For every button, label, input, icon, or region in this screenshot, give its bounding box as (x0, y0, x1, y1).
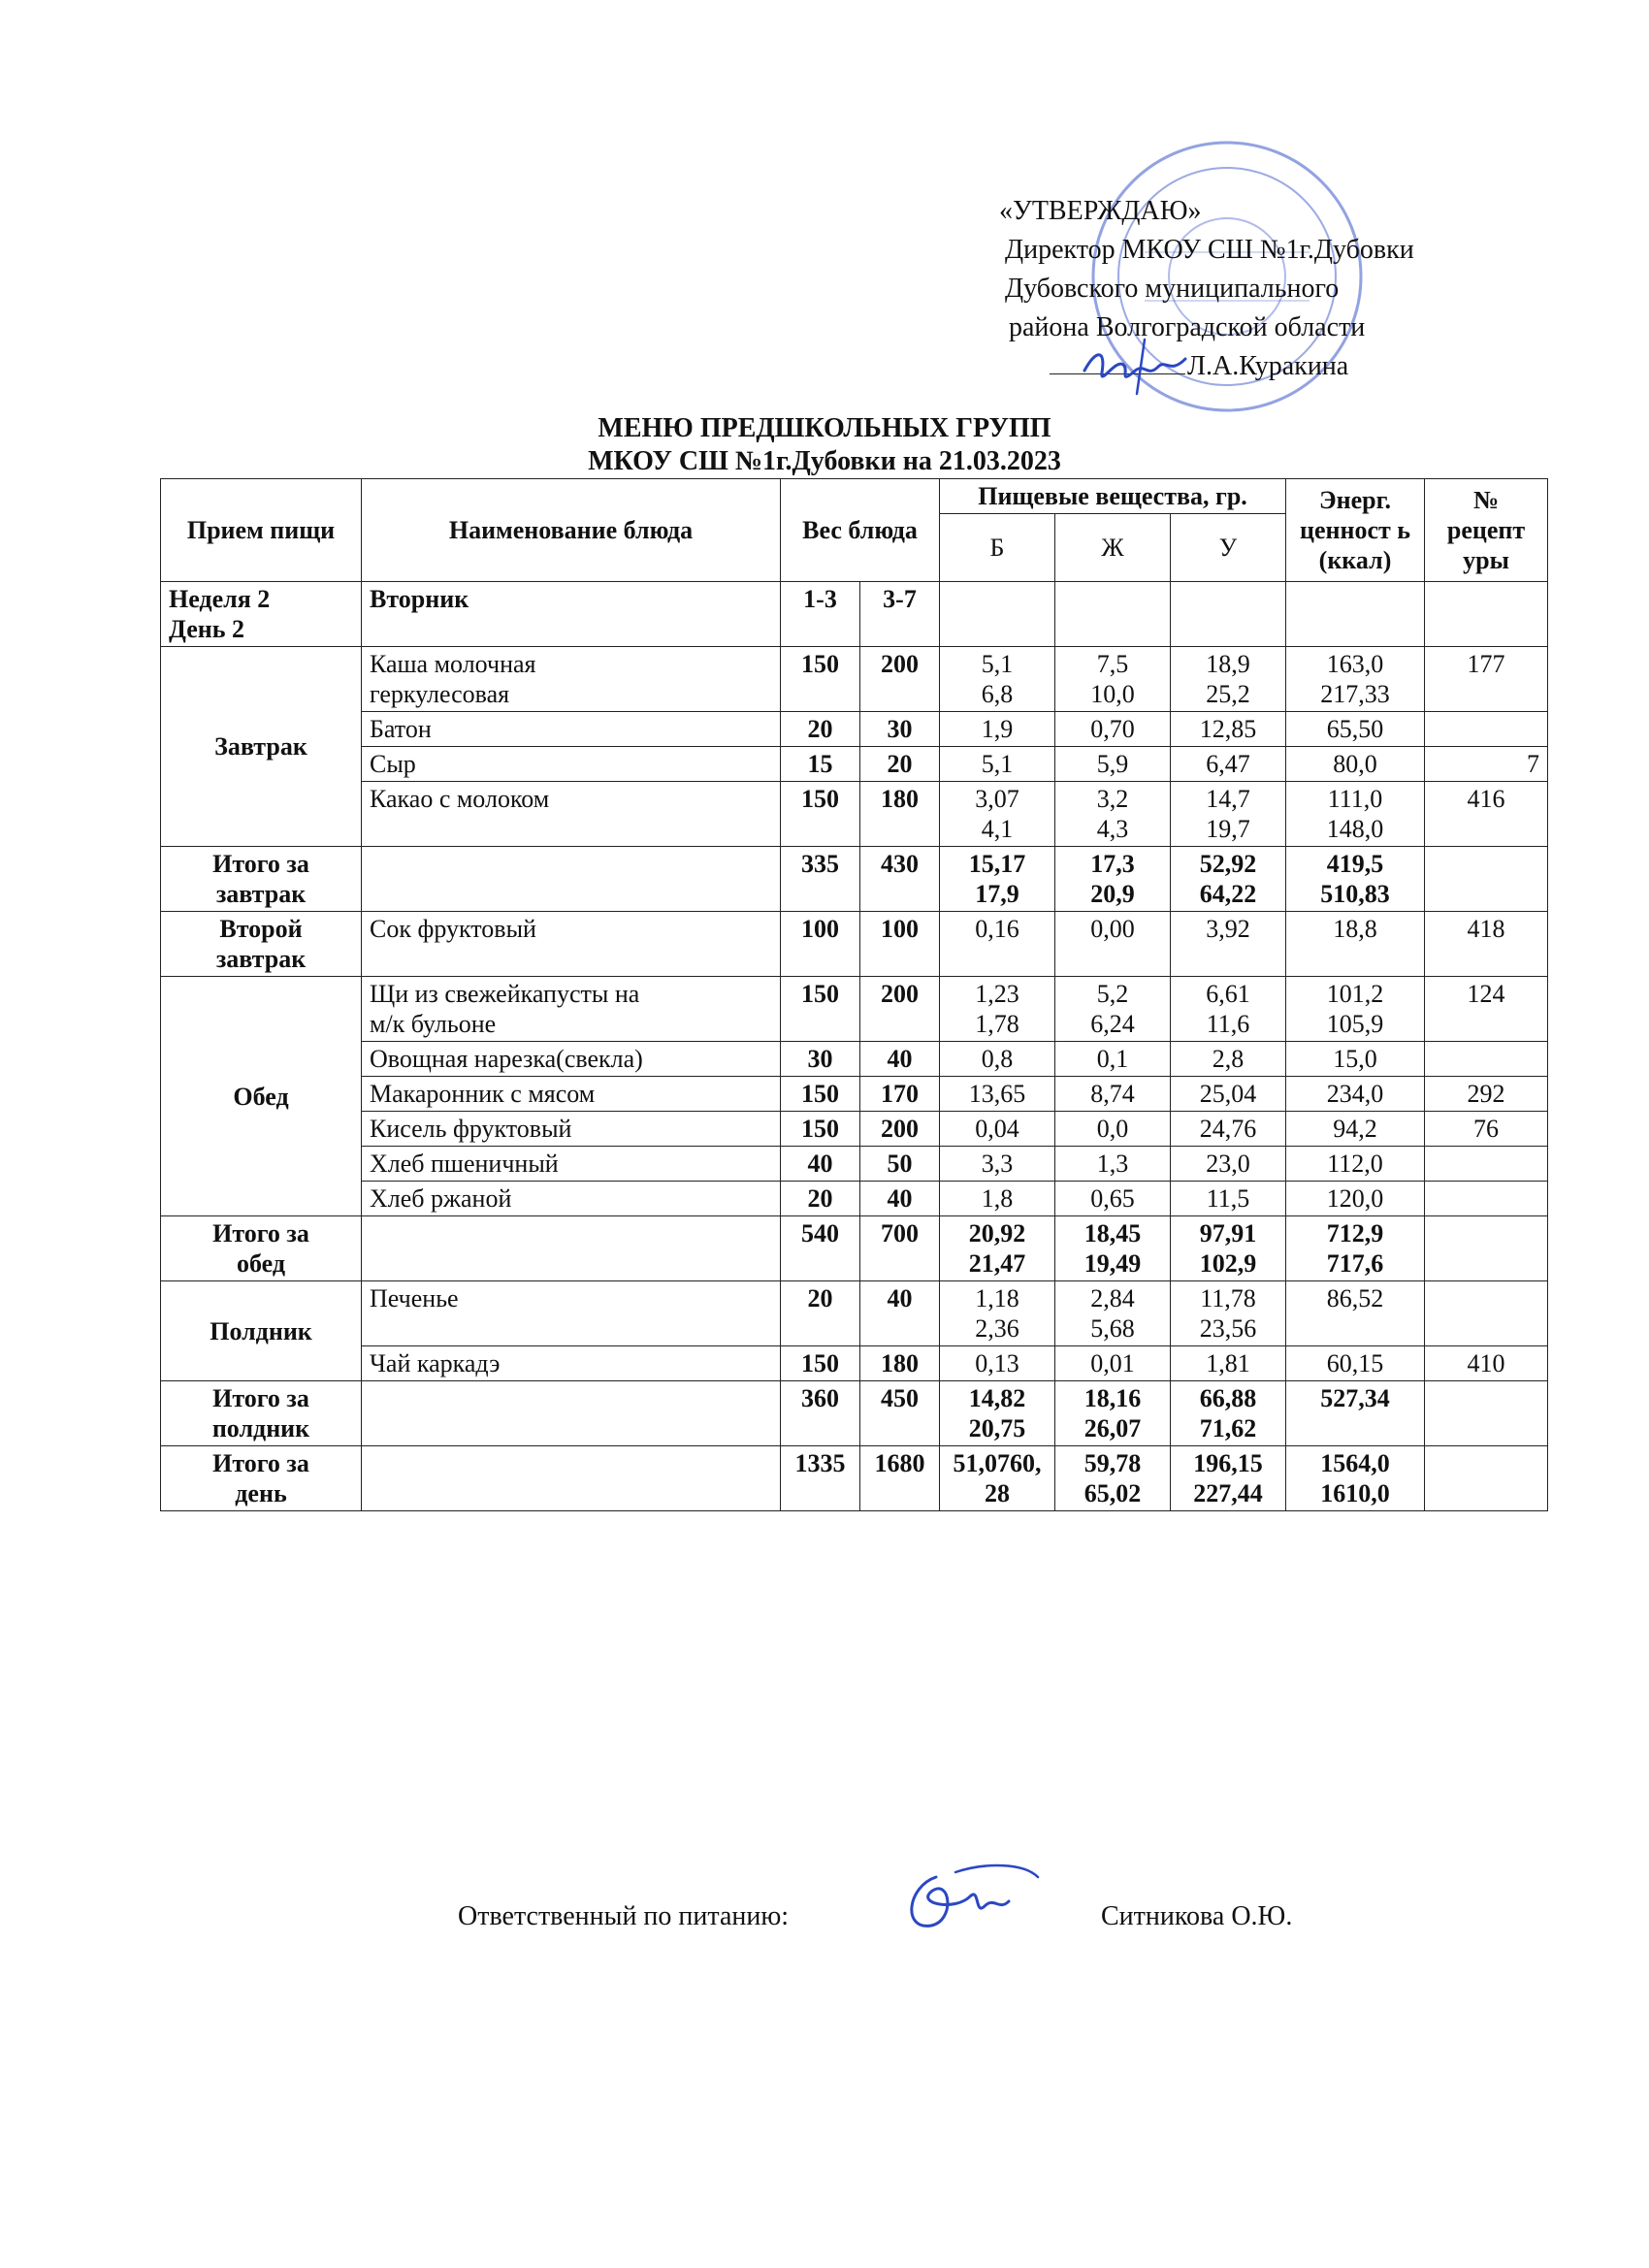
dish-name (362, 647, 781, 712)
weight-2: 180 (860, 782, 940, 847)
approval-header: «УТВЕРЖДАЮ» (999, 196, 1202, 226)
approval-line-2: Дубовского муниципального (1005, 274, 1340, 304)
table-cell (1425, 1446, 1548, 1511)
value: 20,9 (1090, 880, 1135, 908)
protein-cell (940, 977, 1055, 1042)
energy-cell: 15,0 (1286, 1042, 1425, 1077)
value: 59,78 (1083, 1449, 1142, 1477)
value: 20,92 (968, 1219, 1026, 1247)
protein-cell (940, 1381, 1055, 1446)
approval-line-1: Директор МКОУ СШ №1г.Дубовки (1005, 235, 1414, 265)
fat-cell (1055, 847, 1171, 912)
dish-name-line: Каша молочная (370, 650, 536, 678)
energy-cell (1286, 1216, 1425, 1281)
carb-cell: 2,8 (1171, 1042, 1286, 1077)
table-row (161, 782, 1548, 847)
recipe-cell: 177 (1425, 647, 1548, 712)
value: 6,61 (1206, 980, 1250, 1008)
dish-name: Хлеб ржаной (362, 1182, 781, 1216)
weight-1: 20 (781, 1281, 860, 1346)
recipe-cell (1425, 1147, 1548, 1182)
table-row (161, 1147, 1548, 1182)
value: 196,15 (1193, 1449, 1263, 1477)
weight-2: 200 (860, 977, 940, 1042)
value: 1610,0 (1320, 1479, 1390, 1507)
energy-cell (1286, 977, 1425, 1042)
value: 148,0 (1326, 815, 1384, 843)
fat-cell (1055, 647, 1171, 712)
value: 19,7 (1206, 815, 1250, 843)
value: 2,84 (1090, 1284, 1135, 1312)
fat-cell (1055, 782, 1171, 847)
table-cell (1425, 1216, 1548, 1281)
table-row (161, 1077, 1548, 1112)
dish-name: Какао с молоком (362, 782, 781, 847)
table-cell (1171, 582, 1286, 647)
value: 17,3 (1090, 850, 1135, 878)
carb-cell: 24,76 (1171, 1112, 1286, 1147)
value: 4,3 (1096, 815, 1129, 843)
carb-cell (1171, 1381, 1286, 1446)
value: 712,9 (1326, 1219, 1384, 1247)
approval-signer: Л.А.Куракина (1187, 351, 1349, 381)
weight-2: 20 (860, 747, 940, 782)
carb-cell: 25,04 (1171, 1077, 1286, 1112)
dish-name-line: Щи из свежейкапусты на (370, 980, 640, 1008)
weight-1: 540 (781, 1216, 860, 1281)
value: 26,07 (1083, 1414, 1142, 1442)
protein-cell: 13,65 (940, 1077, 1055, 1112)
weight-1: 1335 (781, 1446, 860, 1511)
title-line-2: МКОУ СШ №1г.Дубовки на 21.03.2023 (588, 446, 1061, 476)
weight-2: 200 (860, 1112, 940, 1147)
dish-name: Овощная нарезка(свекла) (362, 1042, 781, 1077)
total-label (161, 847, 362, 912)
recipe-cell (1425, 1182, 1548, 1216)
table-cell (1425, 582, 1548, 647)
recipe-cell: 418 (1425, 912, 1548, 977)
table-cell (362, 847, 781, 912)
value: 102,9 (1199, 1249, 1257, 1278)
protein-cell (940, 647, 1055, 712)
energy-cell: 120,0 (1286, 1182, 1425, 1216)
value: 18,9 (1206, 650, 1250, 678)
recipe-cell: 410 (1425, 1346, 1548, 1381)
value: 97,91 (1199, 1219, 1257, 1247)
value: 28 (985, 1479, 1010, 1507)
total-label-line: Итого за (212, 1219, 309, 1247)
energy-cell: 112,0 (1286, 1147, 1425, 1182)
meal-breakfast: Завтрак (161, 647, 362, 847)
value: 51,0760, (953, 1449, 1042, 1477)
weight-1: 150 (781, 1077, 860, 1112)
fat-cell (1055, 1381, 1171, 1446)
weight-2: 200 (860, 647, 940, 712)
table-cell (1286, 582, 1425, 647)
fat-cell: 0,1 (1055, 1042, 1171, 1077)
weight-1: 150 (781, 1346, 860, 1381)
dish-name: Хлеб пшеничный (362, 1147, 781, 1182)
dish-name (362, 977, 781, 1042)
value: 11,78 (1200, 1284, 1256, 1312)
week-row (161, 582, 1548, 647)
value: 66,88 (1199, 1384, 1257, 1412)
weight-2: 30 (860, 712, 940, 747)
value: 7,5 (1096, 650, 1129, 678)
table-cell (1055, 582, 1171, 647)
approval-block (999, 192, 1414, 386)
weight-2: 100 (860, 912, 940, 977)
approval-line-3: района Волгоградской области (1009, 312, 1366, 342)
value: 18,16 (1083, 1384, 1142, 1412)
recipe-cell: 124 (1425, 977, 1548, 1042)
weight-2: 1680 (860, 1446, 940, 1511)
recipe-cell: 416 (1425, 782, 1548, 847)
weight-1: 150 (781, 977, 860, 1042)
protein-cell: 3,3 (940, 1147, 1055, 1182)
meal-label-line: Второй (219, 915, 303, 943)
value: 65,02 (1083, 1479, 1142, 1507)
recipe-cell (1425, 712, 1548, 747)
value: 5,2 (1096, 980, 1129, 1008)
carb-cell (1171, 1281, 1286, 1346)
carb-cell: 3,92 (1171, 912, 1286, 977)
total-label (161, 1381, 362, 1446)
energy-cell: 80,0 (1286, 747, 1425, 782)
value: 25,2 (1206, 680, 1250, 708)
value: 23,56 (1199, 1314, 1257, 1343)
recipe-cell (1425, 1281, 1548, 1346)
weight-2: 40 (860, 1281, 940, 1346)
protein-cell: 0,04 (940, 1112, 1055, 1147)
carb-cell (1171, 847, 1286, 912)
carb-cell (1171, 977, 1286, 1042)
recipe-cell (1425, 1042, 1548, 1077)
fat-cell: 0,65 (1055, 1182, 1171, 1216)
protein-cell: 0,13 (940, 1346, 1055, 1381)
energy-cell: 234,0 (1286, 1077, 1425, 1112)
week-day-cell (161, 582, 362, 647)
value: 4,1 (981, 815, 1014, 843)
energy-cell: 86,52 (1286, 1281, 1425, 1346)
weight-1: 20 (781, 1182, 860, 1216)
table-cell (1425, 1381, 1548, 1446)
value: 5,1 (981, 650, 1014, 678)
table-cell (362, 1216, 781, 1281)
value: 105,9 (1326, 1010, 1384, 1038)
director-signature (1077, 330, 1193, 398)
meal-second-breakfast (161, 912, 362, 977)
weight-1: 40 (781, 1147, 860, 1182)
header-weight: Вес блюда (781, 479, 940, 582)
fat-cell (1055, 1281, 1171, 1346)
week-label: Неделя 2 (169, 585, 271, 613)
value: 717,6 (1326, 1249, 1384, 1278)
weight-2: 450 (860, 1381, 940, 1446)
age-1-3: 1-3 (781, 582, 860, 647)
dish-name: Батон (362, 712, 781, 747)
table-row (161, 1281, 1548, 1346)
energy-cell: 65,50 (1286, 712, 1425, 747)
weight-2: 40 (860, 1182, 940, 1216)
carb-cell: 1,81 (1171, 1346, 1286, 1381)
table-row (161, 1042, 1548, 1077)
table-row (161, 747, 1548, 782)
value: 1,23 (975, 980, 1019, 1008)
value: 2,36 (975, 1314, 1019, 1343)
total-label-line: Итого за (212, 850, 309, 878)
fat-cell: 0,01 (1055, 1346, 1171, 1381)
value: 510,83 (1320, 880, 1390, 908)
value: 111,0 (1327, 785, 1383, 813)
energy-cell: 527,34 (1286, 1381, 1425, 1446)
table-row (161, 1112, 1548, 1147)
responsible-signature (897, 1858, 1043, 1945)
fat-cell: 8,74 (1055, 1077, 1171, 1112)
total-label-line: Итого за (212, 1384, 309, 1412)
total-label (161, 1216, 362, 1281)
fat-cell: 5,9 (1055, 747, 1171, 782)
protein-cell (940, 1281, 1055, 1346)
energy-cell (1286, 847, 1425, 912)
day-label: День 2 (169, 615, 244, 643)
energy-cell: 94,2 (1286, 1112, 1425, 1147)
value: 3,2 (1096, 785, 1129, 813)
dish-name: Сок фруктовый (362, 912, 781, 977)
value: 1,18 (975, 1284, 1019, 1312)
header-nutrients: Пищевые вещества, гр. (940, 479, 1286, 514)
total-label (161, 1446, 362, 1511)
table-cell (940, 582, 1055, 647)
table-cell (362, 1381, 781, 1446)
value: 19,49 (1083, 1249, 1142, 1278)
value: 14,82 (968, 1384, 1026, 1412)
weight-1: 100 (781, 912, 860, 977)
weight-1: 150 (781, 782, 860, 847)
responsible-name: Ситникова О.Ю. (1101, 1901, 1293, 1931)
energy-cell (1286, 1446, 1425, 1511)
table-row (161, 712, 1548, 747)
weekday-cell: Вторник (362, 582, 781, 647)
weight-2: 700 (860, 1216, 940, 1281)
value: 11,6 (1206, 1010, 1250, 1038)
total-label-line: обед (236, 1249, 285, 1278)
fat-cell: 0,70 (1055, 712, 1171, 747)
weight-2: 180 (860, 1346, 940, 1381)
value: 18,45 (1083, 1219, 1142, 1247)
table-row (161, 977, 1548, 1042)
protein-cell (940, 1446, 1055, 1511)
age-3-7: 3-7 (860, 582, 940, 647)
protein-cell (940, 1216, 1055, 1281)
menu-table (160, 478, 1548, 1511)
approval-signature-line (999, 347, 1414, 386)
total-row-day (161, 1446, 1548, 1511)
recipe-cell: 292 (1425, 1077, 1548, 1112)
total-row-breakfast (161, 847, 1548, 912)
value: 227,44 (1193, 1479, 1263, 1507)
header-zh: Ж (1055, 514, 1171, 582)
total-label-line: день (235, 1479, 287, 1507)
header-recipe: № рецепт уры (1425, 479, 1548, 582)
weight-1: 335 (781, 847, 860, 912)
weight-2: 170 (860, 1077, 940, 1112)
total-label-line: Итого за (212, 1449, 309, 1477)
value: 6,24 (1090, 1010, 1135, 1038)
total-label-line: полдник (211, 1414, 310, 1442)
weight-1: 150 (781, 647, 860, 712)
dish-name-line: геркулесовая (370, 680, 510, 708)
table-row (161, 1182, 1548, 1216)
value: 20,75 (968, 1414, 1026, 1442)
value: 15,17 (968, 850, 1026, 878)
weight-1: 20 (781, 712, 860, 747)
meal-lunch: Обед (161, 977, 362, 1216)
total-row-snack (161, 1381, 1548, 1446)
header-dish: Наименование блюда (362, 479, 781, 582)
value: 3,07 (975, 785, 1019, 813)
carb-cell (1171, 647, 1286, 712)
meal-label-line: завтрак (215, 945, 307, 973)
protein-cell: 1,9 (940, 712, 1055, 747)
dish-name: Сыр (362, 747, 781, 782)
weight-1: 15 (781, 747, 860, 782)
weight-2: 430 (860, 847, 940, 912)
energy-cell (1286, 782, 1425, 847)
header-energy: Энерг. ценност ь (ккал) (1286, 479, 1425, 582)
weight-2: 50 (860, 1147, 940, 1182)
protein-cell (940, 782, 1055, 847)
header-meal: Прием пищи (161, 479, 362, 582)
total-row-lunch (161, 1216, 1548, 1281)
value: 217,33 (1320, 680, 1390, 708)
menu-title (0, 412, 1649, 478)
dish-name: Макаронник с мясом (362, 1077, 781, 1112)
weight-2: 40 (860, 1042, 940, 1077)
fat-cell: 1,3 (1055, 1147, 1171, 1182)
title-line-1: МЕНЮ ПРЕДШКОЛЬНЫХ ГРУПП (598, 413, 1051, 443)
responsible-label: Ответственный по питанию: (458, 1901, 790, 1931)
protein-cell: 0,8 (940, 1042, 1055, 1077)
value: 17,9 (975, 880, 1019, 908)
value: 1564,0 (1320, 1449, 1390, 1477)
table-row (161, 647, 1548, 712)
table-row (161, 1346, 1548, 1381)
weight-1: 30 (781, 1042, 860, 1077)
total-label-line: завтрак (215, 880, 307, 908)
value: 163,0 (1326, 650, 1384, 678)
fat-cell: 0,00 (1055, 912, 1171, 977)
dish-name: Чай каркадэ (362, 1346, 781, 1381)
carb-cell: 12,85 (1171, 712, 1286, 747)
energy-cell: 18,8 (1286, 912, 1425, 977)
dish-name-line: м/к бульоне (370, 1010, 497, 1038)
value: 6,8 (981, 680, 1014, 708)
value: 21,47 (968, 1249, 1026, 1278)
table-cell (362, 1446, 781, 1511)
protein-cell: 1,8 (940, 1182, 1055, 1216)
fat-cell: 0,0 (1055, 1112, 1171, 1147)
carb-cell (1171, 1446, 1286, 1511)
protein-cell: 0,16 (940, 912, 1055, 977)
header-b: Б (940, 514, 1055, 582)
protein-cell: 5,1 (940, 747, 1055, 782)
meal-snack: Полдник (161, 1281, 362, 1381)
dish-name: Кисель фруктовый (362, 1112, 781, 1147)
value: 1,78 (975, 1010, 1019, 1038)
carb-cell (1171, 1216, 1286, 1281)
fat-cell (1055, 1216, 1171, 1281)
dish-name: Печенье (362, 1281, 781, 1346)
table-row (161, 912, 1548, 977)
value: 419,5 (1326, 850, 1384, 878)
header-u: У (1171, 514, 1286, 582)
energy-cell (1286, 647, 1425, 712)
weight-1: 150 (781, 1112, 860, 1147)
value: 101,2 (1326, 980, 1384, 1008)
carb-cell: 11,5 (1171, 1182, 1286, 1216)
menu-table-header-row (161, 479, 1548, 514)
value: 71,62 (1199, 1414, 1257, 1442)
value: 10,0 (1090, 680, 1135, 708)
value: 14,7 (1206, 785, 1250, 813)
carb-cell (1171, 782, 1286, 847)
energy-cell: 60,15 (1286, 1346, 1425, 1381)
value: 64,22 (1199, 880, 1257, 908)
recipe-cell: 7 (1425, 747, 1548, 782)
protein-cell (940, 847, 1055, 912)
carb-cell: 23,0 (1171, 1147, 1286, 1182)
fat-cell (1055, 1446, 1171, 1511)
weight-1: 360 (781, 1381, 860, 1446)
fat-cell (1055, 977, 1171, 1042)
carb-cell: 6,47 (1171, 747, 1286, 782)
value: 5,68 (1090, 1314, 1135, 1343)
recipe-cell: 76 (1425, 1112, 1548, 1147)
value: 52,92 (1199, 850, 1257, 878)
table-cell (1425, 847, 1548, 912)
